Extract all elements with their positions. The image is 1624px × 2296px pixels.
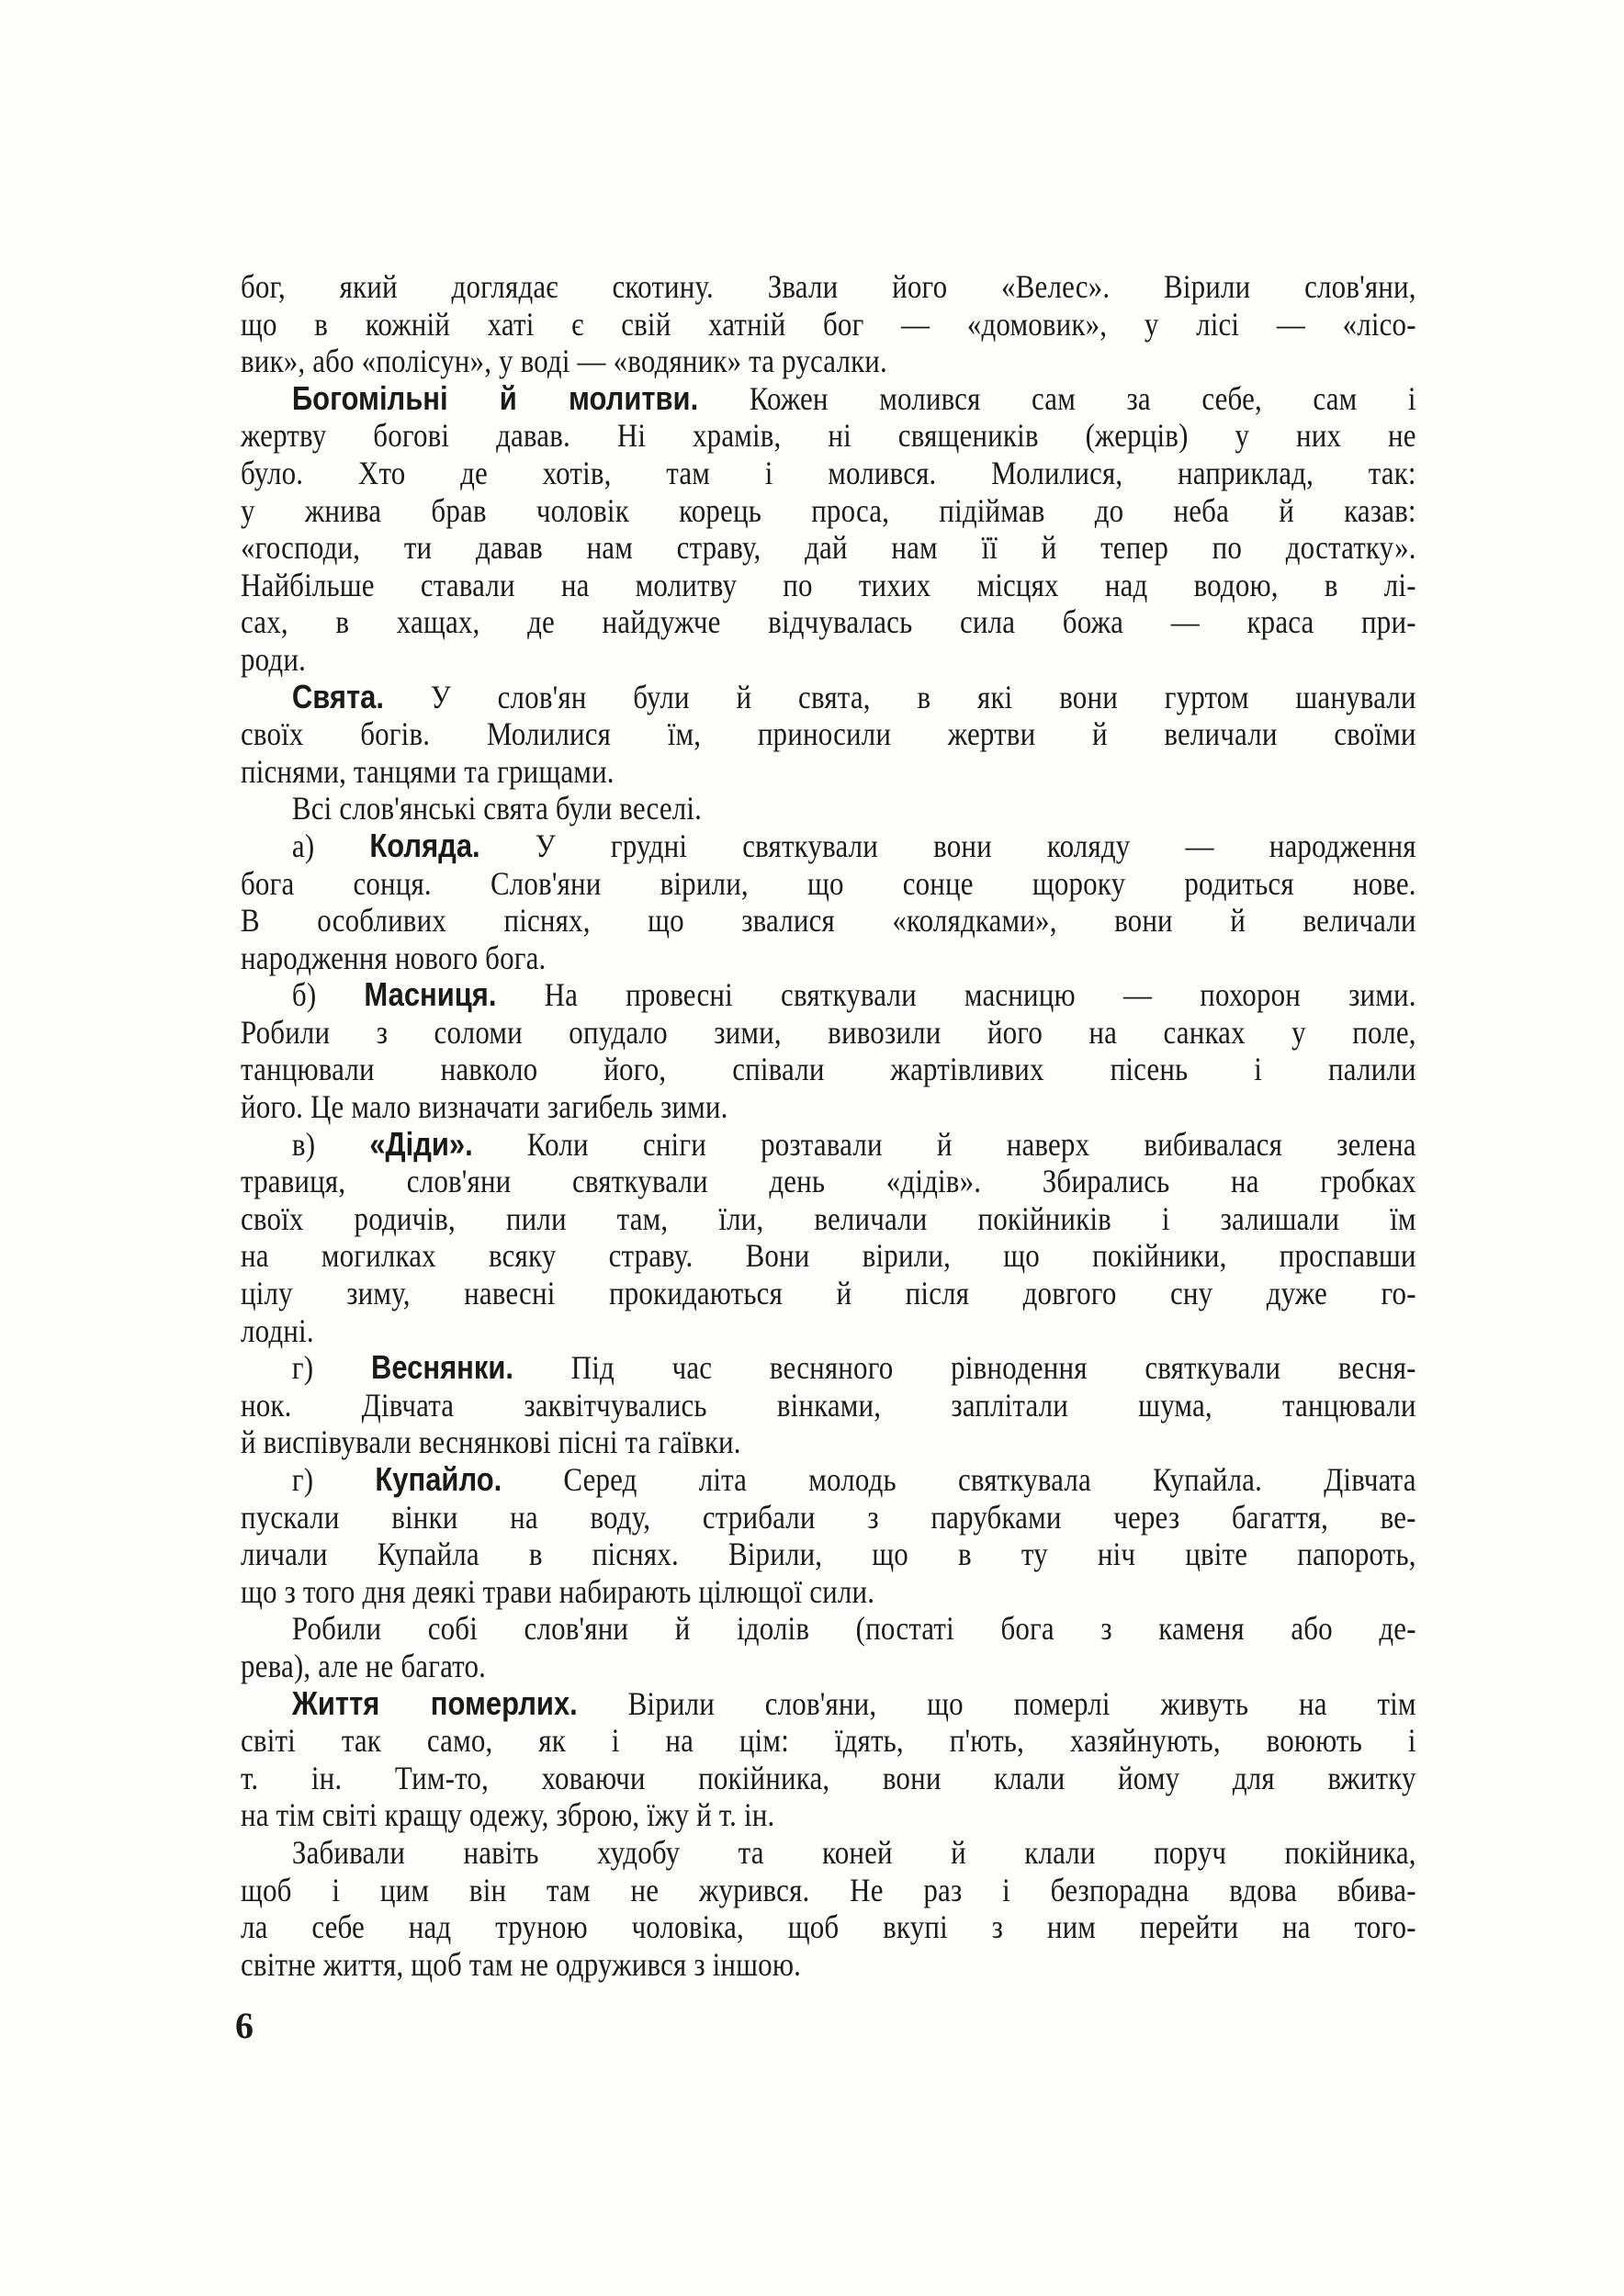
text-line: народження нового бога. — [241, 939, 547, 976]
text-line: було. Хто де хотів, там і молився. Молилися, наприклад, так: — [241, 454, 1416, 491]
text-line: у жнива брав чоловік корець проса, підіймав до неба й казав: — [241, 491, 1416, 529]
text-line: жертву богові давав. Ні храмів, ні священиків (жерців) у них не — [241, 417, 1416, 455]
text-span: Під час весняного рівнодення святкували весня- — [513, 1349, 1416, 1387]
paragraph-first-line — [241, 1461, 1416, 1499]
text-line: своїх богів. Молилися їм, приносили жертви й величали своїми — [241, 715, 1416, 753]
text-line: танцювали навколо його, співали жартівливих пісень і палили — [241, 1051, 1416, 1088]
section-heading-afterlife: Життя померлих. — [291, 1683, 578, 1722]
text-span: У слов'ян були й свята, в які вони гуртом шанували — [383, 678, 1416, 715]
text-line: світі так само, як і на цім: їдять, п'ють, хазяйнують, воюють і — [241, 1722, 1416, 1760]
paragraph-first-line: Забивали навіть худобу та коней й клали поруч покійника, — [291, 1833, 1416, 1871]
paragraph-first-line — [241, 380, 1416, 418]
paragraph-first-line — [241, 976, 1416, 1014]
section-heading-kolyada: Коляда. — [369, 826, 480, 864]
text-line: цілу зиму, навесні прокидаються й після довгого сну дуже го- — [241, 1275, 1416, 1312]
list-marker: б) — [291, 976, 365, 1014]
section-heading-masnytsia: Масниця. — [364, 975, 497, 1014]
text-line: нок. Дівчата заквітчувались вінками, заплітали шума, танцювали — [241, 1386, 1416, 1424]
section-heading-didy: «Діди». — [369, 1124, 473, 1163]
text-span: Коли сніги розтавали й наверх вибивалася зелена — [472, 1125, 1416, 1163]
paragraph-first-line: Робили собі слов'яни й ідолів (постаті бога з каменя або де- — [291, 1610, 1416, 1648]
paragraph-first-line — [241, 827, 1416, 865]
text-line: Всі слов'янські свята були веселі. — [291, 790, 703, 827]
list-marker: г) — [291, 1461, 376, 1498]
text-line: піснями, танцями та грищами. — [241, 752, 615, 790]
text-line: світне життя, щоб там не одружився з іншою. — [241, 1945, 802, 1983]
text-span: Кожен молився сам за себе, сам і — [698, 379, 1416, 417]
text-line: бога сонця. Слов'яни вірили, що сонце щороку родиться нове. — [241, 864, 1416, 902]
paragraph-first-line — [241, 1349, 1416, 1387]
text-line: щоб і цим він там не журився. Не раз і безпорадна вдова вбива- — [241, 1871, 1416, 1908]
text-line: його. Це мало визначати загибель зими. — [241, 1088, 728, 1126]
text-span: Вірили слов'яни, що померлі живуть на тім — [577, 1684, 1416, 1722]
text-line: пускали вінки на воду, стрибали з парубками через багаття, ве- — [241, 1498, 1416, 1536]
text-line: своїх родичів, пили там, їли, величали покійників і залишали їм — [241, 1199, 1416, 1237]
text-line: травиця, слов'яни святкували день «дідів». Збирались на гробках — [241, 1163, 1416, 1200]
text-line: на могилках всяку страву. Вони вірили, що покійники, проспавши — [241, 1237, 1416, 1275]
text-line: що з того дня деякі трави набирають цілющої сили. — [241, 1572, 875, 1610]
text-line: рева), але не багато. — [241, 1647, 487, 1684]
text-line: сах, в хащах, де найдужче відчувалась сила божа — краса при- — [241, 603, 1416, 641]
section-heading-vesnianky: Веснянки. — [370, 1348, 513, 1387]
paragraph-first-line — [241, 679, 1416, 716]
paragraph-first-line — [241, 1685, 1416, 1723]
text-line: й виспівували веснянкові пісні та гаївки. — [241, 1424, 741, 1461]
text-line: на тім світі кращу одежу, зброю, їжу й т. ін. — [241, 1796, 775, 1834]
text-line: т. ін. Тим-то, ховаючи покійника, вони клали йому для вжитку — [241, 1759, 1416, 1796]
text-line: Робили з соломи опудало зими, вивозили його на санках у поле, — [241, 1013, 1416, 1051]
text-line: В особливих піснях, що звалися «колядками», вони й величали — [241, 902, 1416, 940]
paragraph-first-line — [241, 1126, 1416, 1164]
section-heading-prayers: Богомільні й молитви. — [291, 378, 699, 417]
text-line: роди. — [241, 640, 306, 678]
page-number: 6 — [235, 2005, 254, 2046]
text-line: личали Купайла в піснях. Вірили, що в ту ніч цвіте папороть, — [241, 1536, 1416, 1573]
text-line: ла себе над труною чоловіка, щоб вкупі з ним перейти на того- — [241, 1908, 1416, 1946]
text-line: лодні. — [241, 1311, 314, 1349]
text-span: Серед літа молодь святкувала Купайла. Дівчата — [502, 1461, 1416, 1498]
text-line: вик», або «полісун», у воді — «водяник» та русалки. — [241, 343, 887, 380]
text-line: бог, який доглядає скотину. Звали його «Велес». Вірили слов'яни, — [241, 268, 1416, 305]
section-heading-kupailo: Купайло. — [375, 1460, 502, 1498]
list-marker: г) — [291, 1349, 371, 1387]
body-text — [241, 268, 1416, 1983]
list-marker: в) — [291, 1125, 370, 1163]
text-span: На провесні святкували масницю — похорон зими. — [496, 976, 1416, 1014]
text-line: Найбільше ставали на молитву по тихих місцях над водою, в лі- — [241, 566, 1416, 603]
text-line: «господи, ти давав нам страву, дай нам її й тепер по достатку». — [241, 529, 1416, 567]
text-span: У грудні святкували вони коляду — народження — [479, 827, 1416, 864]
list-marker: а) — [291, 827, 370, 864]
text-line: що в кожній хаті є свій хатній бог — «домовик», у лісі — «лісо- — [241, 305, 1416, 343]
section-heading-holidays: Свята. — [291, 677, 384, 715]
